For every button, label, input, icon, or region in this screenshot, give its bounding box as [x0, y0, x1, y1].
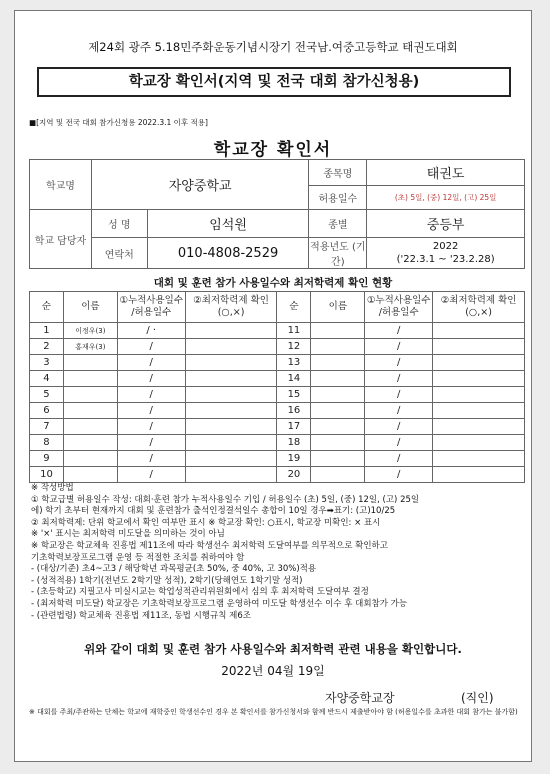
year-cell [367, 238, 525, 269]
row-check [185, 387, 277, 403]
contact-value: 010-4808-2529 [147, 238, 309, 269]
year-value: 2022 [432, 241, 459, 252]
row-days: / [365, 371, 433, 387]
row-no: 4 [30, 371, 64, 387]
row-name: 이정우(3) [63, 323, 117, 339]
row-name [311, 467, 365, 483]
col-days: ①누적사용일수 /허용일수 [365, 292, 433, 323]
row-check [433, 387, 525, 403]
row-check [433, 435, 525, 451]
year-label: 적용년도 (기간) [309, 238, 367, 269]
row-no: 9 [30, 451, 64, 467]
row-no: 7 [30, 419, 64, 435]
row-no: 13 [277, 355, 311, 371]
row-check [185, 419, 277, 435]
row-no: 3 [30, 355, 64, 371]
closing-statement: 위와 같이 대회 및 훈련 참가 사용일수와 최저학력 관련 내용을 확인합니다. [84, 642, 462, 656]
row-check [185, 403, 277, 419]
instructions [31, 483, 523, 622]
note-line: ※ 학교장은 학교체육 진흥법 제11조에 따라 학생선수 최저학력 도달여부를 의무적으로 확인하고 [31, 540, 388, 551]
note-line: ② 최저학력제: 단위 학교에서 확인 여부만 표시 ※ 학교장 확인: ○표시, 학교장 미확인: × 표시 [31, 517, 381, 528]
note-line: 기초학력보장프로그램 운영 등 적절한 조치를 취하여야 함 [31, 552, 245, 563]
row-name [311, 355, 365, 371]
row-days: / [365, 387, 433, 403]
row-no: 18 [277, 435, 311, 451]
principal-signature: 자양중학교장 [325, 691, 395, 705]
col-check: ②최저학력제 확인(○,×) [433, 292, 525, 323]
row-no: 19 [277, 451, 311, 467]
row-name: 홍재우(3) [63, 339, 117, 355]
row-name [63, 435, 117, 451]
row-days: / [117, 403, 185, 419]
note-line: ① 학교급별 허용일수 작성: 대회·훈련 참가 누적사용일수 기입 / 허용일수 (초) 5일, (중) 12일, (고) 25일 [31, 494, 420, 505]
event-value: 태권도 [367, 160, 525, 186]
row-days: / · [117, 323, 185, 339]
col-days: ①누적사용일수 /허용일수 [117, 292, 185, 323]
row-days: / [365, 403, 433, 419]
row-name [63, 403, 117, 419]
row-check [433, 371, 525, 387]
row-days: / [117, 355, 185, 371]
row-check [433, 451, 525, 467]
days-value: (초) 5일, (중) 12일, (고) 25일 [367, 186, 525, 210]
row-name [63, 451, 117, 467]
row-no: 8 [30, 435, 64, 451]
row-check [433, 355, 525, 371]
school-label: 학교명 [30, 160, 92, 210]
note-line: - (관련법령) 학교체육 진흥법 제11조, 동법 시행규칙 제6조 [31, 610, 251, 621]
note-line: ※ 작성방법 [31, 483, 74, 493]
table-row [30, 451, 525, 467]
col-no: 순 [277, 292, 311, 323]
division-value: 중등부 [367, 210, 525, 238]
table-row [30, 371, 525, 387]
row-name [311, 419, 365, 435]
name-label: 성 명 [91, 210, 147, 238]
row-days: / [117, 451, 185, 467]
row-days: / [117, 435, 185, 451]
days-label: 허용일수 [309, 186, 367, 210]
row-days: / [365, 419, 433, 435]
row-days: / [365, 467, 433, 483]
row-check [185, 339, 277, 355]
row-days: / [365, 339, 433, 355]
row-days: / [117, 467, 185, 483]
row-name [63, 387, 117, 403]
row-name [63, 371, 117, 387]
table-row [30, 323, 525, 339]
row-name [311, 403, 365, 419]
event-title: 제24회 광주 5.18민주화운동기념시장기 전국남.여중고등학교 태권도대회 [88, 40, 458, 54]
row-days: / [365, 323, 433, 339]
footnote: ※ 대회를 주최/주관하는 단체는 학교에 재학중인 학생선수인 경우 본 확인서를 참가신청서와 함께 반드시 제출받아야 함 (허용일수를 초과한 대회 참가는 불가함) [29, 708, 518, 716]
form-title: 학교장 확인서(지역 및 전국 대회 참가신청용) [37, 67, 511, 97]
row-name [311, 323, 365, 339]
row-check [433, 323, 525, 339]
row-check [185, 371, 277, 387]
row-name [311, 371, 365, 387]
table-row [30, 403, 525, 419]
row-no: 16 [277, 403, 311, 419]
row-no: 20 [277, 467, 311, 483]
document-page [14, 10, 532, 762]
table-row [30, 387, 525, 403]
row-no: 11 [277, 323, 311, 339]
row-no: 1 [30, 323, 64, 339]
division-label: 종별 [309, 210, 367, 238]
table-row [30, 339, 525, 355]
row-days: / [117, 419, 185, 435]
note-line: - (초등학교) 지필고사 미실시교는 학업성적관리위원회에서 심의 후 최저학력 도달여부 결정 [31, 587, 369, 598]
row-no: 14 [277, 371, 311, 387]
row-check [433, 419, 525, 435]
row-no: 15 [277, 387, 311, 403]
records-table [29, 291, 525, 483]
applies-note: ■[지역 및 전국 대회 참가신청용 2022.3.1 이후 적용] [29, 118, 208, 127]
row-days: / [117, 371, 185, 387]
row-check [185, 435, 277, 451]
row-name [311, 387, 365, 403]
row-no: 10 [30, 467, 64, 483]
note-line: - (성적적용) 1학기(전년도 2학기말 성적), 2학기(당해연도 1학기말 성적) [31, 575, 303, 586]
issue-date: 2022년 04월 19일 [221, 664, 325, 678]
row-no: 5 [30, 387, 64, 403]
row-check [433, 467, 525, 483]
row-check [185, 451, 277, 467]
note-line: - (최저학력 미도달) 학교장은 기초학력보장프로그램 운영하여 미도달 학생선수 이수 후 대회참가 가능 [31, 598, 408, 609]
table-row [30, 467, 525, 483]
row-no: 12 [277, 339, 311, 355]
table-row [30, 435, 525, 451]
row-name [63, 419, 117, 435]
row-name [63, 467, 117, 483]
event-label: 종목명 [309, 160, 367, 186]
col-no: 순 [30, 292, 64, 323]
school-info-table [29, 159, 525, 269]
row-name [311, 451, 365, 467]
official-seal: (직인) [461, 691, 494, 705]
row-check [185, 323, 277, 339]
row-no: 6 [30, 403, 64, 419]
col-check: ②최저학력제 확인(○,×) [185, 292, 277, 323]
row-name [311, 435, 365, 451]
manager-label: 학교 담당자 [30, 210, 92, 269]
period-value: ('22.3.1 ~ '23.2.28) [396, 254, 495, 265]
row-check [185, 355, 277, 371]
contact-label: 연락처 [91, 238, 147, 269]
name-value: 임석원 [147, 210, 309, 238]
row-name [63, 355, 117, 371]
note-line: ※ '×' 표시는 최저학력 미도달을 의미하는 것이 아님 [31, 529, 225, 540]
row-name [311, 339, 365, 355]
row-no: 2 [30, 339, 64, 355]
row-days: / [117, 339, 185, 355]
row-days: / [365, 451, 433, 467]
row-days: / [365, 355, 433, 371]
row-check [433, 403, 525, 419]
note-line: 에) 학기 초부터 현재까지 대회 및 훈련참가 출석인정결석일수 총합이 10일 경우➡표기: (고)10/25 [31, 506, 396, 517]
row-check [433, 339, 525, 355]
row-no: 17 [277, 419, 311, 435]
note-line: - (대상/기준) 초4~고3 / 해당학년 과목평균(초 50%, 중 40%, 고 30%)적용 [31, 564, 317, 575]
row-days: / [365, 435, 433, 451]
school-value: 자양중학교 [91, 160, 309, 210]
records-heading: 대회 및 훈련 참가 사용일수와 최저학력제 확인 현황 [153, 277, 393, 289]
row-days: / [117, 387, 185, 403]
row-check [185, 467, 277, 483]
doc-heading: 학교장 확인서 [213, 140, 333, 160]
table-row [30, 419, 525, 435]
col-name: 이름 [311, 292, 365, 323]
table-row [30, 355, 525, 371]
col-name: 이름 [63, 292, 117, 323]
